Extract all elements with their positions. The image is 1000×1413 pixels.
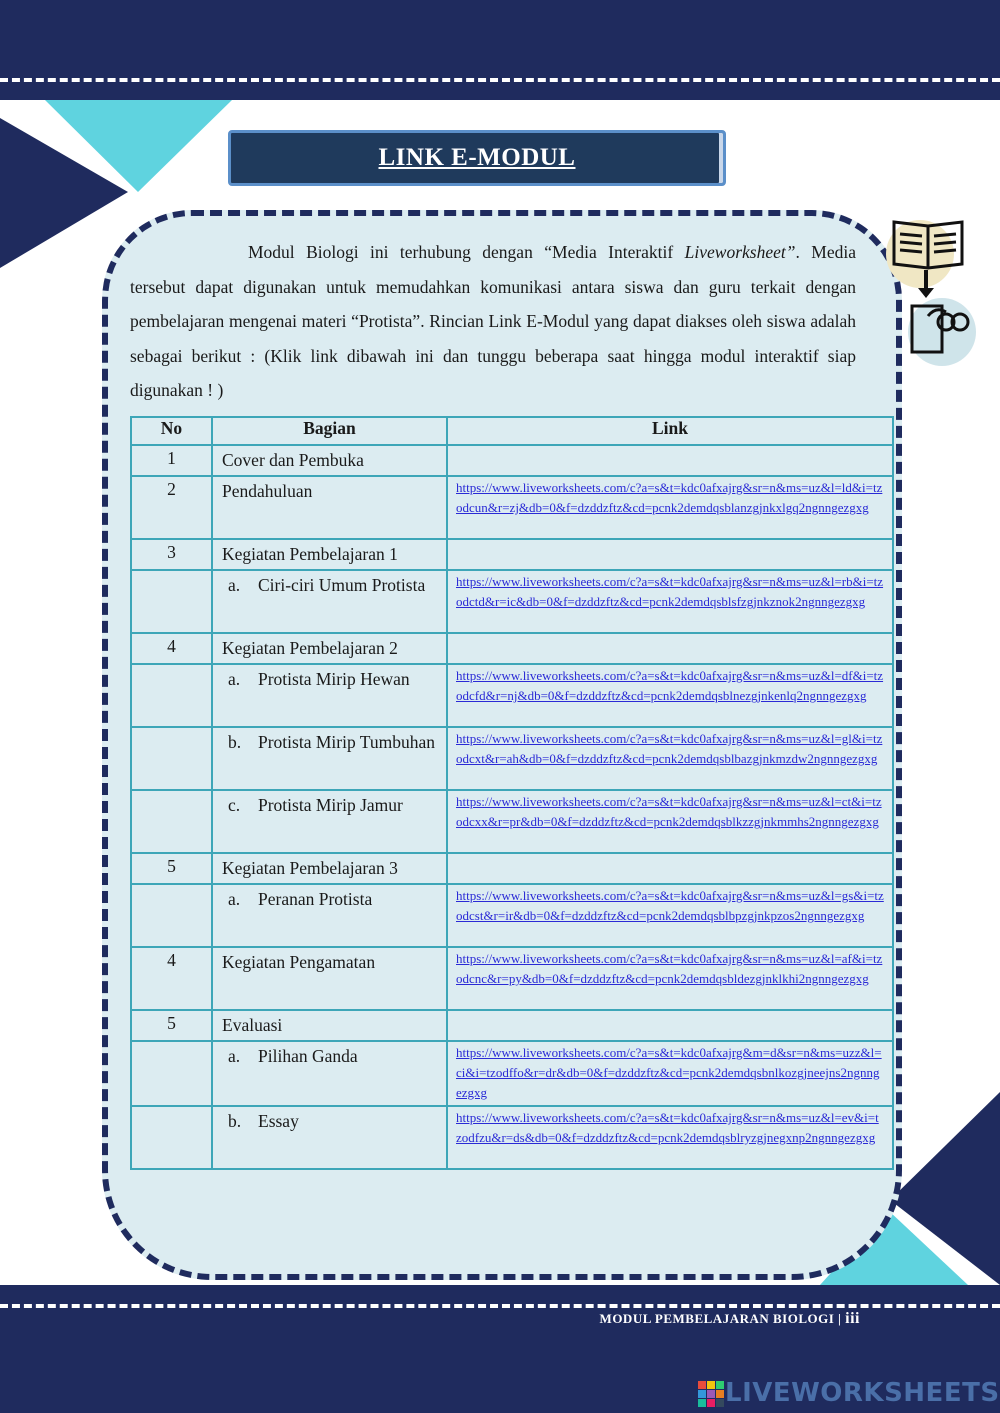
row-number: 4	[131, 947, 212, 1010]
side-icons	[884, 214, 984, 374]
table-body	[131, 445, 893, 1169]
intro-paragraph	[130, 235, 856, 408]
footer-module-label: MODUL PEMBELAJARAN BIOLOGI |	[599, 1311, 842, 1326]
table-row	[131, 633, 893, 664]
module-link[interactable]: https://www.liveworksheets.com/c?a=s&t=kdc0afxajrg&sr=n&ms=uz&l=ld&i=tzodcun&r=zj&db=0&f=dzddzftz&cd=pcnk2demdqsblanzgjnkxlgq2ngnngezgxg	[456, 480, 883, 515]
watermark-text: LIVEWORKSHEETS	[725, 1378, 1000, 1408]
sub-item-letter: b.	[228, 732, 242, 752]
sub-item	[222, 573, 440, 598]
row-section	[212, 884, 447, 947]
row-link-cell	[447, 570, 893, 633]
module-link[interactable]: https://www.liveworksheets.com/c?a=s&t=kdc0afxajrg&sr=n&ms=uz&l=gl&i=tzodcxt&r=ah&db=0&f=dzddzftz&cd=pcnk2demdqsblbazgjnkmzdw2ngnngezgxg	[456, 731, 883, 766]
row-link-cell	[447, 853, 893, 884]
sub-item-label: Protista Mirip Hewan	[258, 669, 410, 689]
liveworksheets-logo-icon	[698, 1381, 724, 1409]
header-no: No	[131, 417, 212, 445]
table-row	[131, 1010, 893, 1041]
row-link-cell	[447, 1041, 893, 1106]
sub-item-label: Peranan Protista	[258, 889, 373, 909]
module-link[interactable]: https://www.liveworksheets.com/c?a=s&t=kdc0afxajrg&sr=n&ms=uz&l=ct&i=tzodcxx&r=pr&db=0&f=dzddzftz&cd=pcnk2demdqsblkzzgjnkmmhs2ngnngezgxg	[456, 794, 882, 829]
row-section: Evaluasi	[212, 1010, 447, 1041]
table-row	[131, 664, 893, 727]
row-number: 4	[131, 633, 212, 664]
sub-item	[222, 1044, 440, 1069]
row-link-cell	[447, 664, 893, 727]
table-row	[131, 884, 893, 947]
sub-item-label: Protista Mirip Tumbuhan	[258, 732, 435, 752]
module-link[interactable]: https://www.liveworksheets.com/c?a=s&t=kdc0afxajrg&m=d&sr=n&ms=uzz&l=ci&i=tzodffo&r=dr&db=0&f=dzddzftz&cd=pcnk2demdqsbnlkozgjneejns2ngnngezgxg	[456, 1045, 882, 1100]
table-row	[131, 539, 893, 570]
header-bagian: Bagian	[212, 417, 447, 445]
sub-item	[222, 667, 440, 692]
sub-item	[222, 1109, 440, 1134]
row-link-cell	[447, 1106, 893, 1169]
row-link-cell	[447, 947, 893, 1010]
intro-text-after: . Media tersebut dapat digunakan untuk memudahkan komunikasi antara siswa dan guru terkait dengan pembelajaran mengenai materi “Protista”. Rincian Link E-Modul yang dapat diakses oleh siswa adalah sebagai berikut : (Klik link dibawah ini dan tunggu beberapa saat hingga modul interaktif siap digunakan ! )	[130, 242, 856, 401]
table-row	[131, 476, 893, 539]
row-link-cell	[447, 790, 893, 853]
sub-item-letter: c.	[228, 795, 241, 815]
row-link-cell	[447, 727, 893, 790]
row-number	[131, 1041, 212, 1106]
row-number: 3	[131, 539, 212, 570]
module-link[interactable]: https://www.liveworksheets.com/c?a=s&t=kdc0afxajrg&sr=n&ms=uz&l=ev&i=tzodfzu&r=ds&db=0&f=dzddzftz&cd=pcnk2demdqsblryzgjnegxnp2ngnngezgxg	[456, 1110, 879, 1145]
row-section	[212, 727, 447, 790]
row-section	[212, 1106, 447, 1169]
row-section: Cover dan Pembuka	[212, 445, 447, 476]
table-row	[131, 727, 893, 790]
row-link-cell	[447, 884, 893, 947]
row-link-cell	[447, 633, 893, 664]
row-number	[131, 1106, 212, 1169]
module-link[interactable]: https://www.liveworksheets.com/c?a=s&t=kdc0afxajrg&sr=n&ms=uz&l=gs&i=tzodcst&r=ir&db=0&f=dzddzftz&cd=pcnk2demdqsblbpzgjnkpzos2ngnngezgxg	[456, 888, 884, 923]
sub-item-letter: a.	[228, 1046, 241, 1066]
row-number: 5	[131, 853, 212, 884]
link-table	[130, 416, 894, 1170]
sub-item-label: Essay	[258, 1111, 299, 1131]
title-box	[228, 130, 726, 186]
footer-label	[560, 1310, 860, 1328]
footer-dashed-line	[0, 1304, 1000, 1308]
row-link-cell	[447, 476, 893, 539]
row-section: Kegiatan Pengamatan	[212, 947, 447, 1010]
row-section	[212, 790, 447, 853]
header-link: Link	[447, 417, 893, 445]
sub-item-label: Pilihan Ganda	[258, 1046, 358, 1066]
row-number	[131, 884, 212, 947]
table-row	[131, 445, 893, 476]
row-section	[212, 664, 447, 727]
row-section	[212, 570, 447, 633]
row-number: 5	[131, 1010, 212, 1041]
row-number: 2	[131, 476, 212, 539]
row-number: 1	[131, 445, 212, 476]
table-row	[131, 853, 893, 884]
row-link-cell	[447, 1010, 893, 1041]
row-number	[131, 570, 212, 633]
table-row	[131, 947, 893, 1010]
row-section: Kegiatan Pembelajaran 1	[212, 539, 447, 570]
module-link[interactable]: https://www.liveworksheets.com/c?a=s&t=kdc0afxajrg&sr=n&ms=uz&l=rb&i=tzodctd&r=ic&db=0&f=dzddzftz&cd=pcnk2demdqsblsfzgjnkznok2ngnngezgxg	[456, 574, 884, 609]
row-link-cell	[447, 539, 893, 570]
sub-item-label: Protista Mirip Jamur	[258, 795, 403, 815]
intro-text-italic: Liveworksheet”	[684, 242, 796, 262]
intro-text-before: Modul Biologi ini terhubung dengan “Media Interaktif	[248, 242, 685, 262]
table-row	[131, 1106, 893, 1169]
row-section: Pendahuluan	[212, 476, 447, 539]
sub-item-letter: a.	[228, 669, 241, 689]
row-link-cell	[447, 445, 893, 476]
sub-item-letter: a.	[228, 889, 241, 909]
page-title: LINK E-MODUL	[378, 144, 576, 171]
row-section	[212, 1041, 447, 1106]
row-section: Kegiatan Pembelajaran 3	[212, 853, 447, 884]
row-number	[131, 727, 212, 790]
module-link[interactable]: https://www.liveworksheets.com/c?a=s&t=kdc0afxajrg&sr=n&ms=uz&l=af&i=tzodcnc&r=py&db=0&f=dzddzftz&cd=pcnk2demdqsbldezgjnklkhi2ngnngezgxg	[456, 951, 883, 986]
sub-item-letter: b.	[228, 1111, 242, 1131]
row-number	[131, 790, 212, 853]
table-row	[131, 790, 893, 853]
table-row	[131, 1041, 893, 1106]
row-section: Kegiatan Pembelajaran 2	[212, 633, 447, 664]
page-number: iii	[845, 1310, 860, 1327]
sub-item-letter: a.	[228, 575, 241, 595]
table-row	[131, 570, 893, 633]
row-number	[131, 664, 212, 727]
sub-item	[222, 887, 440, 912]
sub-item	[222, 793, 440, 818]
table-header-row	[131, 417, 893, 445]
sub-item	[222, 730, 440, 755]
sub-item-label: Ciri-ciri Umum Protista	[258, 575, 426, 595]
module-link[interactable]: https://www.liveworksheets.com/c?a=s&t=kdc0afxajrg&sr=n&ms=uz&l=df&i=tzodcfd&r=nj&db=0&f=dzddzftz&cd=pcnk2demdqsblnezgjnkenlq2ngnngezgxg	[456, 668, 884, 703]
icon-bg-circle-top	[886, 220, 954, 288]
